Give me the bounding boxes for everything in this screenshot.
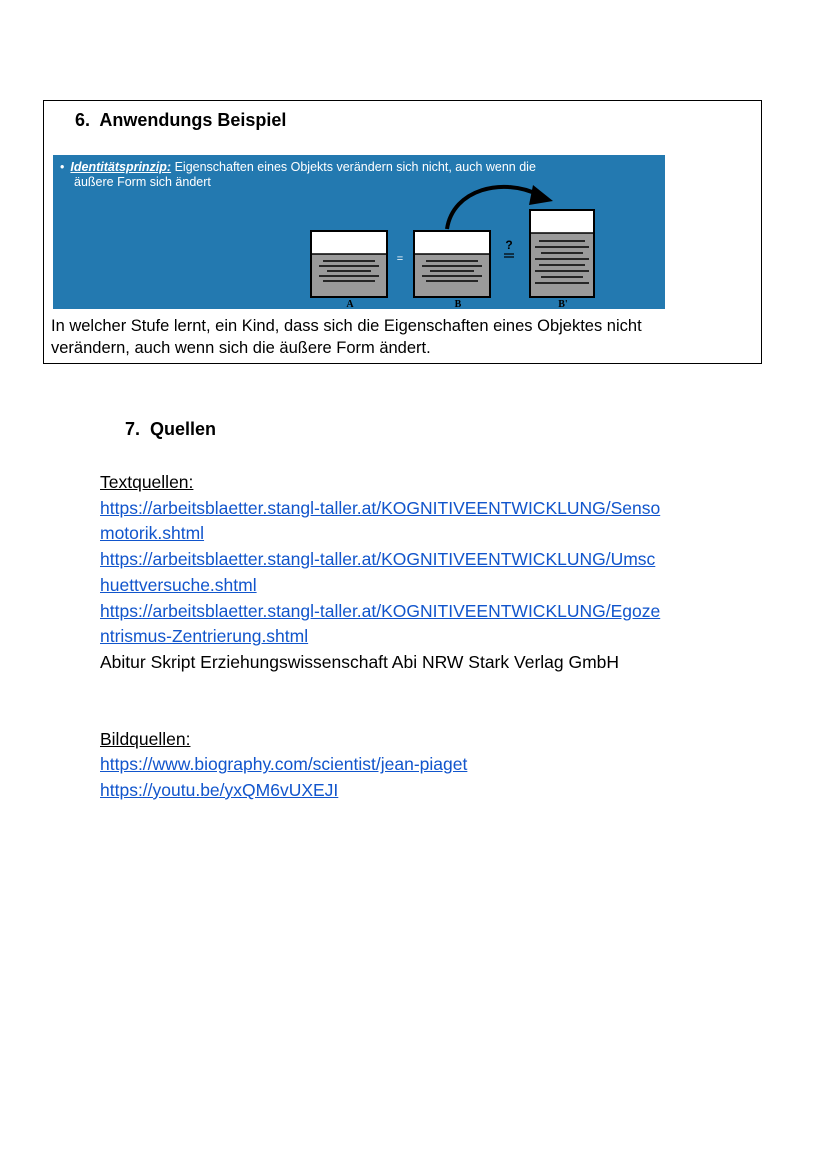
- section-7-number: 7.: [125, 419, 141, 439]
- section-6-title: Anwendungs Beispiel: [99, 110, 287, 130]
- equals-sign: =: [396, 253, 404, 265]
- slide-bullet-term: Identitätsprinzip:: [70, 160, 172, 174]
- spacer: [100, 676, 740, 727]
- label-b-prime: B': [558, 299, 568, 309]
- label-a: A: [346, 299, 354, 309]
- image-sources-label: Bildquellen:: [100, 728, 191, 749]
- section-7-title: Quellen: [150, 419, 217, 439]
- conservation-slide-image: [53, 155, 665, 309]
- slide-bullet-text-2: äußere Form sich ändert: [74, 175, 211, 189]
- sources-list: [100, 470, 740, 804]
- glass-b: [414, 231, 490, 297]
- question-line-1: In welcher Stufe lernt, ein Kind, dass sich die Eigenschaften eines Objektes nicht: [51, 317, 642, 335]
- example-box: [43, 100, 762, 364]
- label-b: B: [454, 299, 462, 309]
- bullet-dot: •: [60, 160, 65, 174]
- text-source-link-3-part-1: https://arbeitsblaetter.stangl-taller.at/KOGNITIVEENTWICKLUNG/Egoze: [100, 600, 661, 621]
- text-source-link-2[interactable]: [100, 547, 740, 598]
- glasses-illustration: [53, 155, 665, 309]
- glass-a: [311, 231, 387, 297]
- text-source-link-1[interactable]: [100, 496, 740, 547]
- question-text: [51, 315, 756, 359]
- image-source-link-2[interactable]: https://youtu.be/yxQM6vUXEJI: [100, 780, 339, 801]
- text-source-link-2-part-2: huettversuche.shtml: [100, 574, 257, 595]
- section-6-number: 6.: [75, 110, 91, 130]
- text-source-link-3[interactable]: [100, 599, 740, 650]
- text-source-link-1-part-2: motorik.shtml: [100, 523, 205, 544]
- text-source-link-3-part-2: ntrismus-Zentrierung.shtml: [100, 626, 309, 647]
- text-sources-label: Textquellen:: [100, 472, 194, 492]
- image-source-link-1[interactable]: https://www.biography.com/scientist/jean-piaget: [100, 754, 468, 775]
- slide-bullet-text-1: Eigenschaften eines Objekts verändern sich nicht, auch wenn die: [174, 160, 536, 174]
- book-source: Abitur Skript Erziehungswissenschaft Abi NRW Stark Verlag GmbH: [100, 651, 620, 672]
- question-line-2: verändern, auch wenn sich die äußere Form ändert.: [51, 339, 431, 357]
- section-7-heading: [125, 419, 216, 440]
- glass-b-prime: [530, 210, 594, 297]
- text-source-link-1-part-1: https://arbeitsblaetter.stangl-taller.at/KOGNITIVEENTWICKLUNG/Senso: [100, 497, 661, 518]
- question-mark: ?: [505, 238, 513, 252]
- section-6-heading: [75, 110, 286, 131]
- text-source-link-2-part-1: https://arbeitsblaetter.stangl-taller.at/KOGNITIVEENTWICKLUNG/Umsc: [100, 549, 656, 570]
